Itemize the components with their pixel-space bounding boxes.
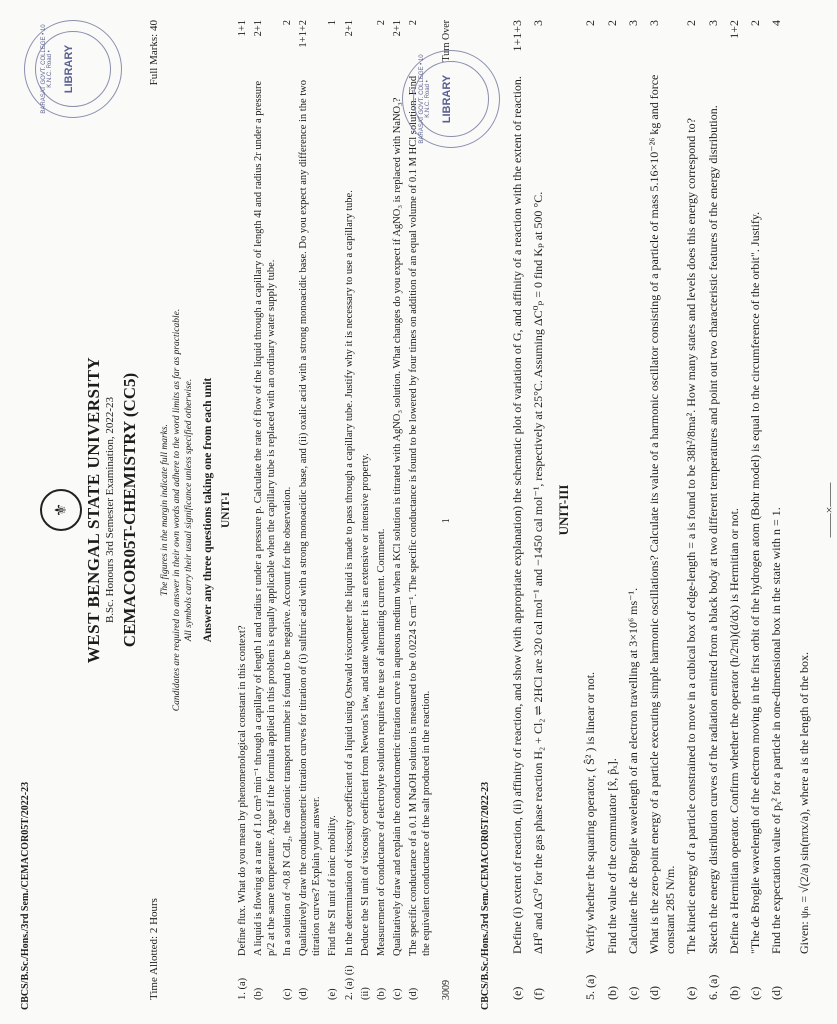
unit-3-question-list (582, 20, 784, 1000)
question-text: Measurement of conductance of electrolyte solution requires the use of alternating current. Comment. (375, 528, 387, 956)
question-label: (c) (625, 986, 640, 1000)
question-label: 1. (a) (236, 977, 248, 1000)
time-allotted: Time Allotted: 2 Hours (148, 898, 160, 1000)
full-marks: Full Marks: 40 (148, 20, 160, 86)
question-marks: 2+1 (252, 20, 264, 37)
question-marks: 2 (604, 20, 619, 26)
question-label: (b) (604, 986, 619, 1000)
question-text: Find the SI unit of ionic mobility. (327, 815, 339, 956)
exam-name: B.Sc. Honours 3rd Semester Examination, 2022-23 (104, 396, 116, 624)
question-label: (c) (747, 986, 762, 1000)
unit-1-heading: UNIT-I (219, 492, 232, 529)
question-label: (d) (298, 987, 310, 1000)
question-item (326, 20, 339, 1000)
question-marks: 1+2 (726, 20, 741, 39)
right-question-list (509, 20, 546, 1000)
footer-turn-over: Turn Over (441, 20, 453, 62)
title-block (40, 20, 140, 1000)
question-item (343, 20, 356, 1000)
question-label: (e) (510, 986, 524, 1000)
note-2: Candidates are required to answer in their own words and adhere to the word limits as far as practicable. (171, 308, 182, 712)
question-text: Sketch the energy distribution curves of the radiation emitted from a black body at two different temperatures and point out two characteristic features of the energy distribution. (705, 105, 720, 954)
question-text: Calculate the de Broglie wavelength of an electron travelling at 3×10⁶ ms⁻¹. (625, 587, 640, 954)
note-3: All symbols carry their usual significance unless specified otherwise. (183, 378, 194, 642)
question-marks: 2 (747, 20, 762, 26)
question-label: (c) (282, 988, 293, 1000)
question-item (768, 20, 784, 1000)
university-logo-icon: ⚜ (40, 489, 82, 531)
question-item (530, 20, 546, 1000)
question-marks: 1+1+2 (298, 20, 310, 48)
question-label: (e) (327, 988, 339, 1000)
question-text: "The de Broglie wavelength of the electron moving in the first orbit of the hydrogen atom (Bohr model) is equal to the circumference of the orbit". Justify. (747, 211, 762, 954)
question-marks: 2+1 (391, 20, 403, 37)
question-label: (d) (769, 986, 784, 1000)
question-marks: 1+1+3 (510, 20, 524, 52)
question-marks: 4 (769, 20, 784, 26)
question-marks: 2 (684, 20, 699, 26)
question-item (683, 20, 699, 1000)
footer-page: 1 (441, 518, 453, 524)
question-item (252, 20, 278, 1000)
time-marks-row (148, 20, 160, 1000)
question-label: (e) (684, 986, 699, 1000)
end-mark: ——×—— (822, 482, 837, 538)
question-item (604, 20, 620, 1000)
question-label: 5. (a) (583, 974, 598, 1000)
question-item (726, 20, 742, 1000)
page-header-right: CBCS/B.Sc./Hons./3rd Sem./CEMACOR05T/2022-23 (480, 781, 491, 1010)
given-line: Given: ψₙ = √(2/a) sin(nπx/a), where a is the length of the box. (797, 651, 812, 954)
question-text: In a solution of ~0.8 N CdI₂, the cationic transport number is found to be negative. Account for the observation. (282, 486, 293, 956)
note-1: The figures in the margin indicate full marks. (160, 424, 170, 596)
question-marks: 3 (646, 20, 661, 26)
question-label: (b) (252, 987, 264, 1000)
question-label: (ii) (359, 987, 371, 1000)
question-text: Verify whether the squaring operator, ( Ŝ² ) is linear or not. (583, 671, 598, 954)
question-label: (d) (646, 986, 661, 1000)
question-text: Define a Hermitian operator. Confirm whether the operator (h/2πi)(d/dx) is Hermitian or not. (726, 508, 741, 954)
library-seal-icon: BARASAT GOVT. COLLEGE • 10 K.N.C. Road • LIBRARY (402, 50, 500, 148)
question-text: A liquid is flowing at a rate of 1.0 cm³ min⁻¹ through a capillary of length l and radius r under a pressure p. Calculate the rate of flow of the liquid through a capillary of length 4l and radius 2r under a pressure p/2 at the same temperature. Argue if the formula applied in this problem is equally applicable when the capillary tube is replaced with an ordinary water supply tube. (252, 80, 277, 956)
question-marks: 3 (705, 20, 720, 26)
question-text: The kinetic energy of a particle constrained to move in a cubical box of edge-length = a is found to be 38h²/8ma². How many states and levels does this energy correspond to? (684, 118, 699, 954)
unit-3-heading: UNIT-III (556, 484, 572, 536)
question-label: (b) (726, 986, 741, 1000)
question-text: The specific conductance of a 0.1 M NaOH solution is measured to be 0.0224 S cm⁻¹. The specific conductance is found to be lowered by four times on addition of an equal volume of 0.1 M HCl solution. Find the equivalent conductance of the salt produced in the reaction. (408, 75, 433, 956)
question-item (646, 20, 678, 1000)
question-marks: 2 (408, 20, 419, 26)
question-text: Find the expectation value of pₓ² for a particle in one-dimensional box in the state with n = 1. (769, 507, 784, 954)
question-text: Deduce the SI unit of viscosity coefficient from Newton's law, and state whether it is an extensive or intensive property. (359, 453, 371, 956)
page-header: CBCS/B.Sc./Hons./3rd Sem./CEMACOR05T/2022-23 (20, 781, 31, 1010)
footer-code: 3009 (441, 980, 453, 1000)
question-item (625, 20, 641, 1000)
question-item (236, 20, 249, 1000)
question-item (705, 20, 721, 1000)
right-exam-page (402, 10, 837, 1010)
question-text: In the determination of viscosity coefficient of a liquid using Ostwald viscometer the liquid is made to pass through a capillary tube. Justify why it is necessary to use a capillary tube. (343, 190, 355, 956)
question-item (375, 20, 388, 1000)
question-item (509, 20, 525, 1000)
question-text: Qualitatively draw the conductometric titration curves for titration of (i) sulfuric acid with a strong monoacidic base, and (ii) oxalic acid with a strong monoacidic base. Do you expect any difference in the two titration curves? Explain your answer. (298, 80, 323, 956)
question-marks: 2+1 (343, 20, 355, 37)
question-marks: 3 (531, 20, 546, 26)
question-item (359, 20, 372, 1000)
question-marks: 2 (375, 20, 387, 26)
question-item (747, 20, 763, 1000)
question-marks: 1 (327, 20, 339, 26)
question-label: 6. (a) (705, 974, 720, 1000)
question-label: 2. (a) (i) (343, 965, 355, 1000)
question-label: (b) (375, 987, 387, 1000)
question-marks: 2 (282, 20, 293, 26)
question-text: ΔH⁰ and ΔG⁰ for the gas phase reaction H₂ + Cl₂ ⇌ 2HCl are 320 cal mol⁻¹ and −1450 cal mol⁻¹, respectively at 25°C. Assuming ΔC⁰ₚ = 0 find Kₚ at 500 °C. (531, 191, 546, 954)
question-text: Find the value of the commutator [x̂, p̂ₓ]. (604, 758, 619, 954)
question-marks: 3 (625, 20, 640, 26)
question-text: Qualitatively draw and explain the conductometric titration curve in aqueous medium when a KCl solution is titrated with AgNO₃ solution. What changes do you expect if AgNO₃ is replaced with NaNO₃? (391, 97, 403, 956)
question-text: Define (i) extent of reaction, (ii) affinity of reaction, and show (with appropriate explanation) the schematic plot of variation of G, and affinity of a reaction with the extent of reaction. (510, 76, 524, 954)
question-text: Define flux. What do you mean by phenomenological constant in this context? (236, 625, 248, 956)
question-label: (f) (531, 988, 546, 1000)
question-label: (c) (391, 988, 403, 1000)
question-marks (359, 20, 372, 74)
question-item (582, 20, 598, 1000)
university-name: WEST BENGAL STATE UNIVERSITY (84, 356, 103, 664)
question-text: What is the zero-point energy of a particle executing simple harmonic oscillations? Calculate its value of a harmonic oscillator consisting of a particle of mass 5.16×10⁻²⁶ kg and force constant 285 N/m. (646, 74, 678, 954)
library-seal-icon: BARASAT GOVT. COLLEGE • 10 K.N.C. Road • LIBRARY (24, 20, 122, 118)
question-label: (d) (408, 987, 419, 1000)
question-marks: 1+1 (236, 20, 248, 37)
question-item (297, 20, 323, 1000)
left-exam-page (20, 10, 453, 1010)
instruction: Answer any three questions taking one from each unit (201, 377, 214, 643)
paper-title: CEMACOR05T-CHEMISTRY (CC5) (120, 372, 139, 648)
question-marks: 2 (583, 20, 598, 26)
question-item (281, 20, 294, 1000)
